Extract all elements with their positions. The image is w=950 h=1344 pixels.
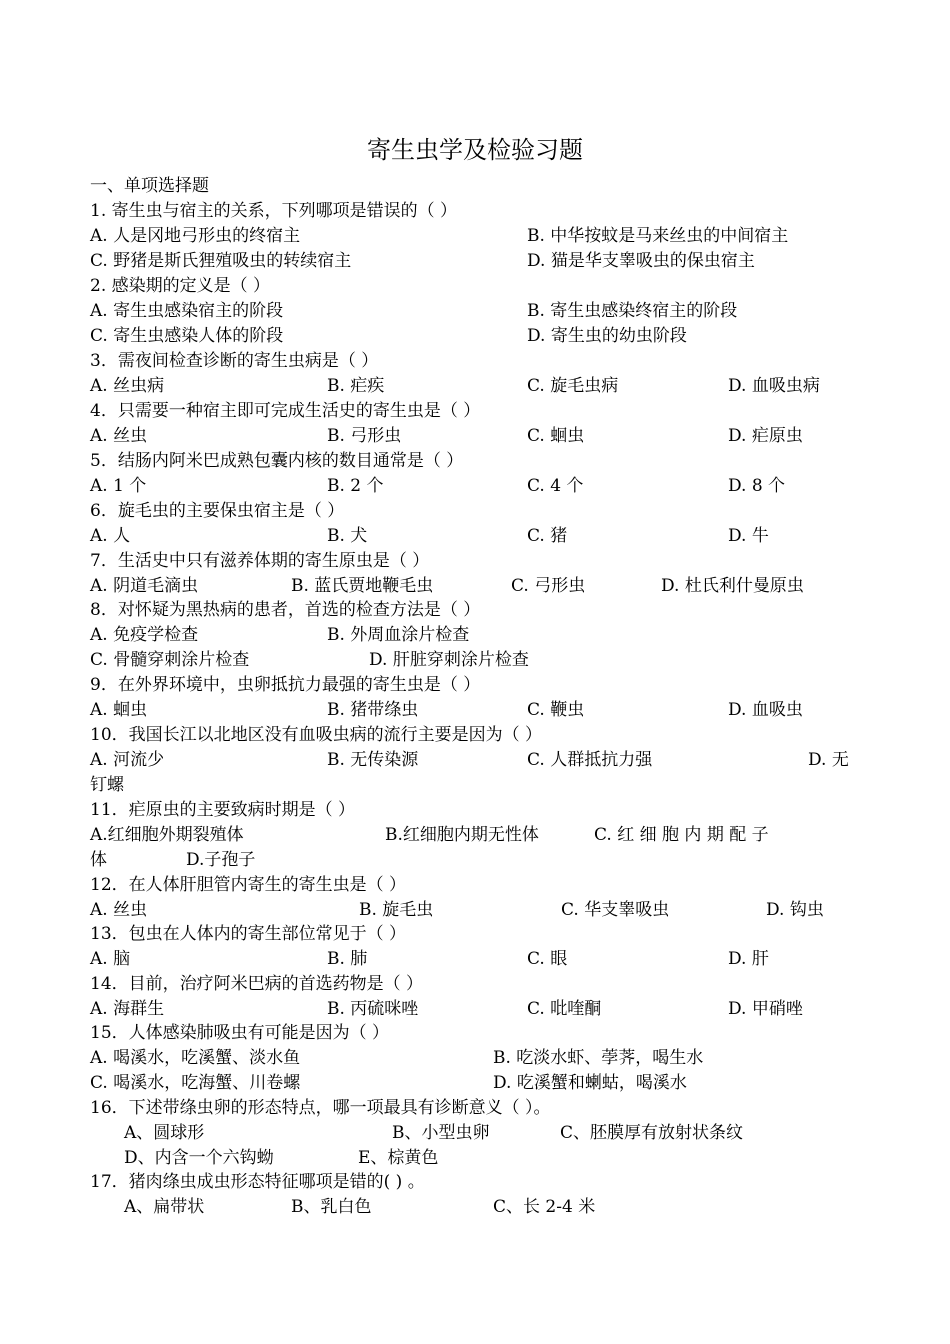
q16-option-e: E、棕黄色 bbox=[358, 1148, 439, 1168]
question-6: 6．旋毛虫的主要保虫宿主是（ ） bbox=[90, 501, 345, 521]
q15-option-a: A. 喝溪水，吃溪蟹、淡水鱼 bbox=[90, 1048, 301, 1068]
q11-option-c: C. 红 细 胞 内 期 配 子 bbox=[594, 825, 769, 845]
q14-option-c: C. 吡喹酮 bbox=[527, 999, 602, 1019]
q12-option-d: D. 钩虫 bbox=[766, 900, 824, 920]
q2-option-a: A. 寄生虫感染宿主的阶段 bbox=[90, 301, 284, 321]
q3-option-d: D. 血吸虫病 bbox=[728, 376, 820, 396]
q2-option-c: C. 寄生虫感染人体的阶段 bbox=[90, 326, 284, 346]
q17-option-c: C、长 2-4 米 bbox=[493, 1197, 596, 1217]
q7-option-a: A. 阴道毛滴虫 bbox=[90, 576, 199, 596]
q4-option-d: D. 疟原虫 bbox=[728, 426, 803, 446]
q12-option-a: A. 丝虫 bbox=[90, 900, 148, 920]
q3-option-a: A. 丝虫病 bbox=[90, 376, 165, 396]
question-15: 15．人体感染肺吸虫有可能是因为（ ） bbox=[90, 1023, 390, 1043]
question-9: 9．在外界环境中，虫卵抵抗力最强的寄生虫是（ ） bbox=[90, 675, 481, 695]
q10-option-c: C. 人群抵抗力强 bbox=[527, 750, 653, 770]
question-4: 4．只需要一种宿主即可完成生活史的寄生虫是（ ） bbox=[90, 401, 481, 421]
q15-option-b: B. 吃淡水虾、荸荠，喝生水 bbox=[493, 1048, 704, 1068]
q5-option-a: A. 1 个 bbox=[90, 476, 147, 496]
q10-option-a: A. 河流少 bbox=[90, 750, 165, 770]
question-14: 14．目前，治疗阿米巴病的首选药物是（ ） bbox=[90, 974, 424, 994]
question-13: 13．包虫在人体内的寄生部位常见于（ ） bbox=[90, 924, 407, 944]
q5-option-d: D. 8 个 bbox=[728, 476, 786, 496]
q1-option-d: D. 猫是华支睾吸虫的保虫宿主 bbox=[527, 251, 755, 271]
question-1: 1. 寄生虫与宿主的关系，下列哪项是错误的（ ） bbox=[90, 201, 458, 221]
q4-option-c: C. 蛔虫 bbox=[527, 426, 585, 446]
q16-option-c: C、胚膜厚有放射状条纹 bbox=[560, 1123, 744, 1143]
q3-option-b: B. 疟疾 bbox=[327, 376, 385, 396]
q14-option-d: D. 甲硝唑 bbox=[728, 999, 803, 1019]
q16-option-d: D、内含一个六钩蚴 bbox=[124, 1148, 274, 1168]
question-3: 3．需夜间检查诊断的寄生虫病是（ ） bbox=[90, 351, 379, 371]
q10-option-d: D. 无 bbox=[808, 750, 849, 770]
q9-option-b: B. 猪带绦虫 bbox=[327, 700, 419, 720]
q9-option-d: D. 血吸虫 bbox=[728, 700, 803, 720]
q17-option-b: B、乳白色 bbox=[291, 1197, 372, 1217]
page-title: 寄生虫学及检验习题 bbox=[367, 136, 583, 164]
q6-option-b: B. 犬 bbox=[327, 526, 368, 546]
q2-option-d: D. 寄生虫的幼虫阶段 bbox=[527, 326, 687, 346]
section-heading: 一、单项选择题 bbox=[90, 176, 209, 196]
question-16: 16．下述带绦虫卵的形态特点，哪一项最具有诊断意义（ ）。 bbox=[90, 1098, 551, 1118]
q14-option-b: B. 丙硫咪唑 bbox=[327, 999, 419, 1019]
q13-option-b: B. 肺 bbox=[327, 949, 368, 969]
question-5: 5．结肠内阿米巴成熟包囊内核的数目通常是（ ） bbox=[90, 451, 464, 471]
q7-option-c: C. 弓形虫 bbox=[511, 576, 586, 596]
q1-option-c: C. 野猪是斯氏狸殖吸虫的转续宿主 bbox=[90, 251, 352, 271]
q13-option-c: C. 眼 bbox=[527, 949, 568, 969]
q16-option-a: A、圆球形 bbox=[124, 1123, 205, 1143]
q1-option-b: B. 中华按蚊是马来丝虫的中间宿主 bbox=[527, 226, 789, 246]
q7-option-b: B. 蓝氏贾地鞭毛虫 bbox=[291, 576, 434, 596]
q8-option-d: D. 肝脏穿刺涂片检查 bbox=[369, 650, 529, 670]
question-2: 2. 感染期的定义是（ ） bbox=[90, 276, 271, 296]
q8-option-a: A. 免疫学检查 bbox=[90, 625, 199, 645]
question-7: 7．生活史中只有滋养体期的寄生原虫是（ ） bbox=[90, 551, 430, 571]
q5-option-c: C. 4 个 bbox=[527, 476, 584, 496]
q10-option-d-continued: 钉螺 bbox=[90, 775, 124, 795]
q17-option-a: A、扁带状 bbox=[124, 1197, 205, 1217]
q8-option-c: C. 骨髓穿刺涂片检查 bbox=[90, 650, 250, 670]
q16-option-b: B、小型虫卵 bbox=[392, 1123, 490, 1143]
q6-option-a: A. 人 bbox=[90, 526, 131, 546]
q8-option-b: B. 外周血涂片检查 bbox=[327, 625, 470, 645]
q15-option-c: C. 喝溪水，吃海蟹、川卷螺 bbox=[90, 1073, 301, 1093]
q15-option-d: D. 吃溪蟹和蝲蛄，喝溪水 bbox=[493, 1073, 687, 1093]
q11-option-a: A.红细胞外期裂殖体 bbox=[90, 825, 244, 845]
question-12: 12．在人体肝胆管内寄生的寄生虫是（ ） bbox=[90, 875, 407, 895]
q12-option-c: C. 华支睾吸虫 bbox=[561, 900, 670, 920]
q5-option-b: B. 2 个 bbox=[327, 476, 384, 496]
question-17: 17．猪肉绦虫成虫形态特征哪项是错的( ) 。 bbox=[90, 1172, 425, 1192]
question-8: 8．对怀疑为黑热病的患者，首选的检查方法是（ ） bbox=[90, 600, 481, 620]
q13-option-d: D. 肝 bbox=[728, 949, 769, 969]
q9-option-a: A. 蛔虫 bbox=[90, 700, 148, 720]
q3-option-c: C. 旋毛虫病 bbox=[527, 376, 619, 396]
q12-option-b: B. 旋毛虫 bbox=[359, 900, 434, 920]
q7-option-d: D. 杜氏利什曼原虫 bbox=[661, 576, 804, 596]
q4-option-b: B. 弓形虫 bbox=[327, 426, 402, 446]
q11-option-b: B.红细胞内期无性体 bbox=[385, 825, 539, 845]
q11-option-c-continued: 体 bbox=[90, 850, 107, 870]
q4-option-a: A. 丝虫 bbox=[90, 426, 148, 446]
q6-option-c: C. 猪 bbox=[527, 526, 568, 546]
q6-option-d: D. 牛 bbox=[728, 526, 769, 546]
q10-option-b: B. 无传染源 bbox=[327, 750, 419, 770]
q2-option-b: B. 寄生虫感染终宿主的阶段 bbox=[527, 301, 738, 321]
q9-option-c: C. 鞭虫 bbox=[527, 700, 585, 720]
q11-option-d: D.子孢子 bbox=[186, 850, 256, 870]
q14-option-a: A. 海群生 bbox=[90, 999, 165, 1019]
q13-option-a: A. 脑 bbox=[90, 949, 131, 969]
q1-option-a: A. 人是冈地弓形虫的终宿主 bbox=[90, 226, 301, 246]
question-11: 11．疟原虫的主要致病时期是（ ） bbox=[90, 800, 356, 820]
question-10: 10．我国长江以北地区没有血吸虫病的流行主要是因为（ ） bbox=[90, 725, 543, 745]
